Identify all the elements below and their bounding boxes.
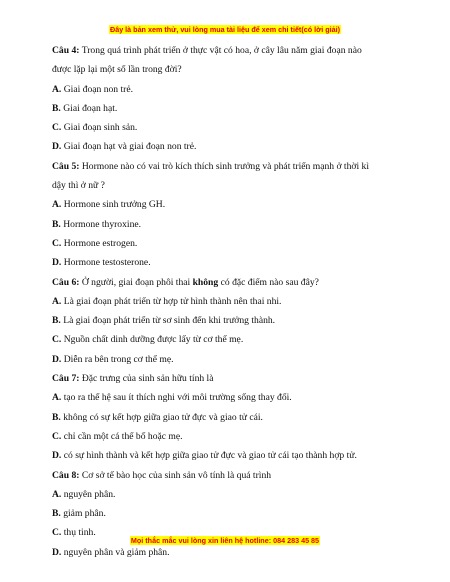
question-number: Câu 4:: [52, 45, 80, 56]
answer-option-b: [52, 408, 402, 427]
question-number: Câu 8:: [52, 469, 80, 481]
option-text: Giai đoạn hạt và giai đoạn non trẻ.: [63, 141, 197, 153]
option-letter: C.: [52, 430, 62, 442]
question-number: Câu 7:: [52, 373, 80, 385]
option-text: Hormone sinh trưởng GH.: [63, 199, 166, 211]
question-text-continued: được lặp lại một số lần trong đời?: [52, 64, 182, 76]
hotline-text: Mọi thắc mắc vui lòng xin liên hệ hotline: 084 283 45 85: [130, 536, 320, 545]
question-stem: [52, 466, 402, 485]
option-text: tạo ra thế hệ sau ít thích nghi với môi trường sống thay đổi.: [63, 392, 292, 404]
option-letter: A.: [52, 83, 62, 95]
option-letter: B.: [52, 218, 61, 230]
question-text-end: có đặc điểm nào sau đây?: [220, 276, 319, 288]
answer-option-c: [52, 118, 402, 137]
answer-option-a: [52, 485, 402, 504]
option-letter: A.: [52, 392, 62, 404]
question-number: Câu 5:: [52, 160, 80, 172]
option-letter: A.: [52, 199, 62, 211]
answer-option-d: [52, 350, 402, 369]
question-number: Câu 6:: [52, 276, 80, 288]
answer-option-a: [52, 80, 402, 99]
answer-option-d: [52, 543, 402, 562]
option-letter: A.: [52, 488, 62, 500]
question-text: Đặc trưng của sinh sản hữu tính là: [81, 373, 214, 385]
option-letter: C.: [52, 334, 62, 346]
answer-option-a: [52, 388, 402, 407]
preview-notice-banner: [0, 25, 450, 34]
answer-option-d: [52, 253, 402, 272]
answer-option-a: [52, 292, 402, 311]
question-8: [52, 466, 402, 562]
answer-option-b: [52, 504, 402, 523]
option-text: Giai đoạn hạt.: [63, 102, 118, 114]
option-letter: D.: [52, 546, 62, 558]
option-text: Hormone estrogen.: [63, 237, 138, 249]
option-text: không có sự kết hợp giữa giao tử đực và giao tử cái.: [63, 411, 263, 423]
hotline-banner: [0, 536, 450, 545]
question-list: [52, 41, 402, 562]
question-5: [52, 157, 402, 273]
question-text: Cơ sở tế bào học của sinh sản vô tính là quá trình: [81, 469, 272, 481]
option-letter: D.: [52, 450, 62, 462]
option-letter: D.: [52, 141, 62, 153]
question-7: [52, 369, 402, 465]
preview-notice-text: Đây là bản xem thử, vui lòng mua tài liệu để xem chi tiết(có lời giải): [110, 25, 340, 34]
option-letter: B.: [52, 411, 61, 423]
option-letter: B.: [52, 508, 61, 520]
answer-option-c: [52, 427, 402, 446]
question-text: Ở người, giai đoạn phôi thai: [81, 276, 191, 288]
option-text: thụ tinh.: [63, 527, 96, 539]
answer-option-a: [52, 195, 402, 214]
option-letter: D.: [52, 257, 62, 269]
option-letter: D.: [52, 353, 62, 365]
question-text-continued: dậy thì ở nữ ?: [52, 180, 105, 192]
answer-option-b: [52, 215, 402, 234]
option-text: Diễn ra bên trong cơ thể mẹ.: [63, 353, 174, 365]
option-text: Giai đoạn sinh sản.: [63, 122, 138, 134]
question-6: [52, 273, 402, 369]
answer-option-d: [52, 446, 402, 465]
question-stem: [52, 41, 402, 60]
option-text: Là giai đoạn phát triển từ sơ sinh đến khi trưởng thành.: [63, 315, 276, 327]
question-stem: [52, 273, 402, 292]
question-stem: [52, 369, 402, 388]
answer-option-c: [52, 330, 402, 349]
question-text: Hormone nào có vai trò kích thích sinh trưởng và phát triển mạnh ở thời kì: [81, 160, 369, 172]
option-text: Giai đoạn non trẻ.: [63, 83, 134, 95]
answer-option-d: [52, 137, 402, 156]
question-stem: [52, 157, 402, 176]
option-text: Hormone testosterone.: [63, 257, 151, 269]
answer-option-b: [52, 99, 402, 118]
option-letter: C.: [52, 122, 62, 134]
option-text: nguyên phân và giảm phân.: [63, 546, 170, 558]
option-text: Là giai đoạn phát triển từ hợp tử hình thành nên thai nhi.: [63, 295, 282, 307]
answer-option-c: [52, 234, 402, 253]
option-text: chỉ cần một cá thể bố hoặc mẹ.: [63, 430, 183, 442]
question-4: [52, 41, 402, 157]
question-emphasis: không: [192, 276, 219, 288]
question-text: Trong quá trình phát triển ở thực vật có hoa, ở cây lâu năm giai đoạn nào: [81, 45, 362, 56]
option-letter: A.: [52, 295, 62, 307]
option-text: nguyên phân.: [63, 488, 116, 500]
option-text: Nguồn chất dinh dưỡng được lấy từ cơ thể mẹ.: [63, 334, 244, 346]
option-text: có sự hình thành và kết hợp giữa giao tử đực và giao tử cái tạo thành hợp tử.: [63, 450, 357, 462]
option-letter: B.: [52, 315, 61, 327]
answer-option-b: [52, 311, 402, 330]
option-text: giảm phân.: [63, 508, 106, 520]
option-letter: C.: [52, 527, 62, 539]
option-text: Hormone thyroxine.: [63, 218, 142, 230]
option-letter: B.: [52, 102, 61, 114]
option-letter: C.: [52, 237, 62, 249]
